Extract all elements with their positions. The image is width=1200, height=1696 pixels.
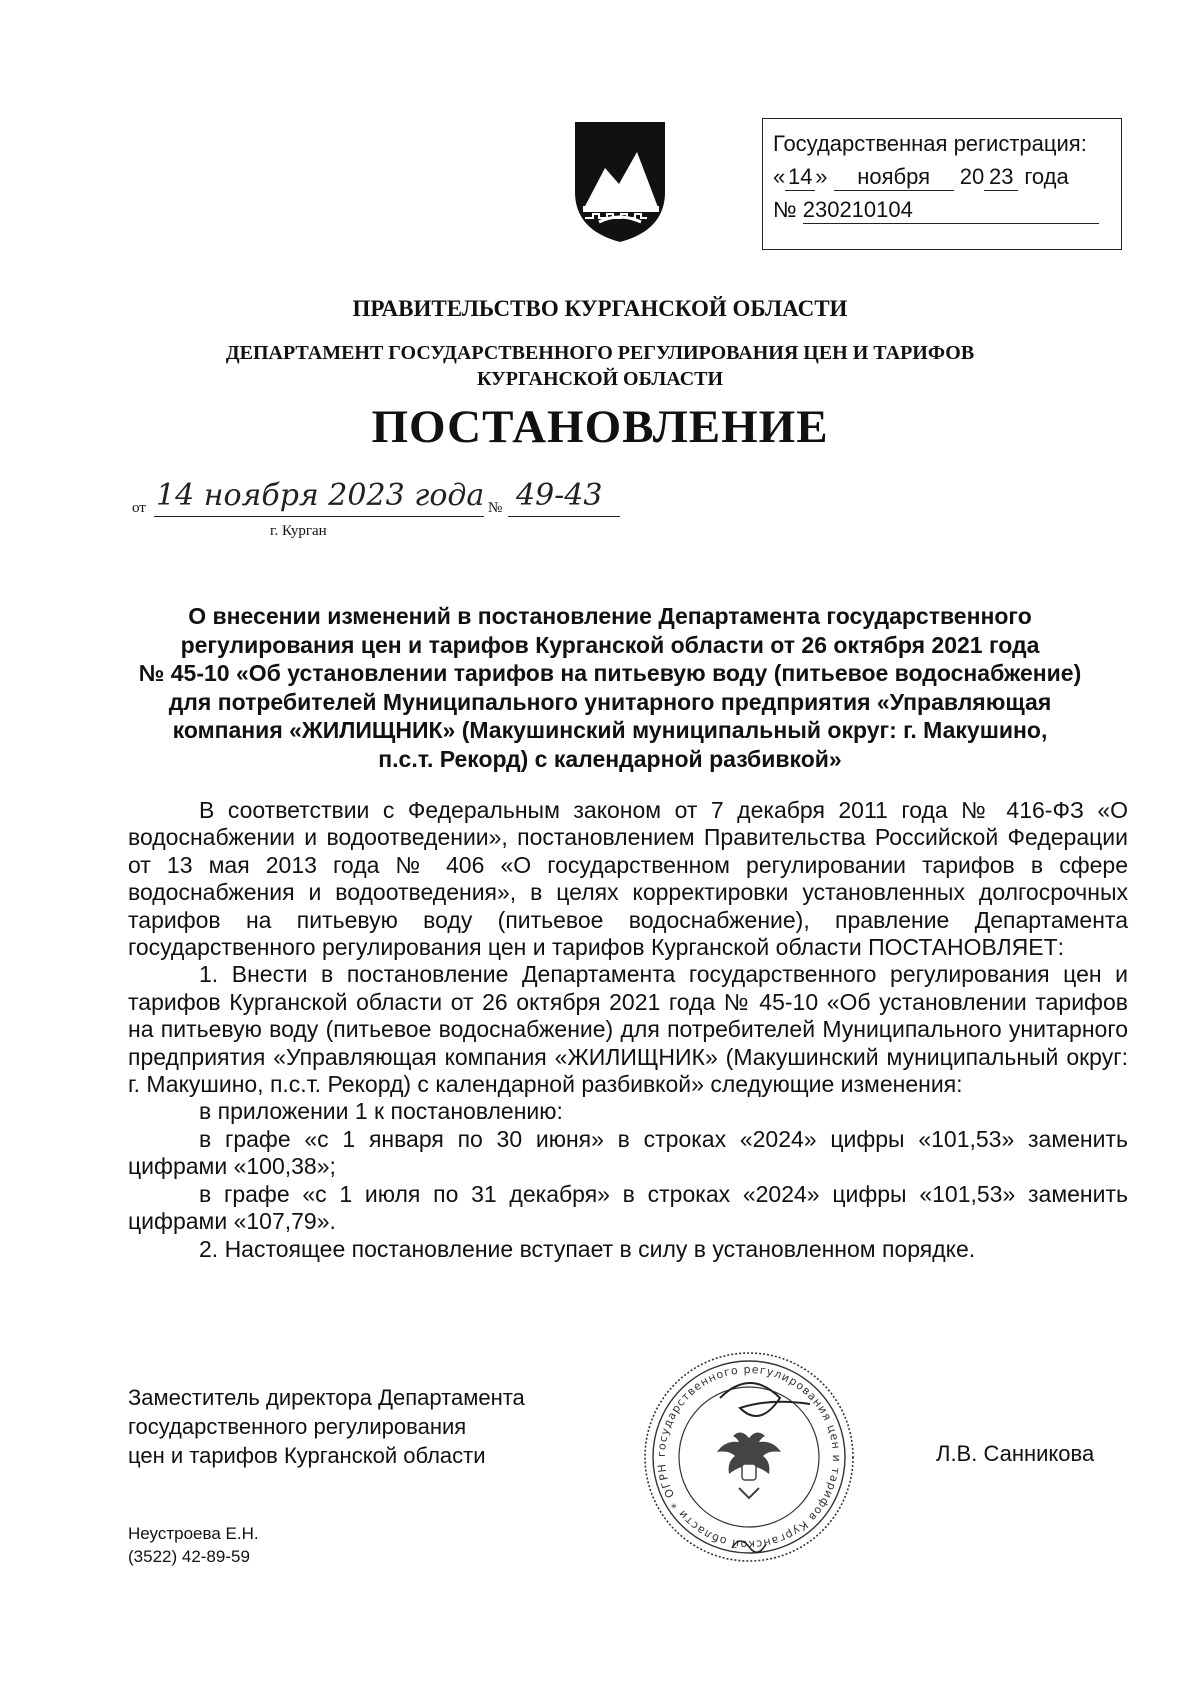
body-appendix: в приложении 1 к постановлению: [199,1098,563,1125]
signer-position-line3: цен и тарифов Курганской области [128,1443,486,1468]
decree-number-underline [508,516,620,517]
body-preamble: В соответствии с Федеральным законом от 7 декабря 2011 года № 416-ФЗ «О водоснабжении и водоотведении», постановлением Правительства Российской Федерации от 13 мая 2013 года № 406 «О государственном регулировании тарифов в сфере водоснабжения и водоотведения», в целях корректировки установленных долгосрочных тарифов на питьевую воду (питьевое водоснабжение), правление Департамента государственного регулирования цен и тарифов Курганской области ПОСТАНОВЛЯЕТ: [128,797,1128,961]
executor-info [128,1522,259,1568]
registration-number-row [773,193,1111,226]
registration-year-suffix: 23 [984,164,1018,191]
registration-month: ноября [834,164,954,191]
signer-position [128,1383,525,1470]
signer-position-line1: Заместитель директора Департамента [128,1385,525,1410]
body-change-1: в графе «с 1 января по 30 июня» в строках «2024» цифры «101,53» заменить цифрами «100,38»; [128,1125,1128,1180]
registration-number: 230210104 [803,197,1099,224]
subject-line: компания «ЖИЛИЩНИК» (Макушинский муниципальный округ: г. Макушино, [172,717,1048,743]
registration-number-label: № [773,197,797,222]
registration-year-prefix: 20 [959,164,985,189]
decree-body [128,797,1128,1263]
subject-line: О внесении изменений в постановление Департамента государственного [188,603,1032,629]
department-title-line2: КУРГАНСКОЙ ОБЛАСТИ [476,368,724,390]
seal-text: государственного регулирования цен и тарифов Курганской области * ОГРН [654,1362,844,1552]
department-title [0,340,1200,392]
registration-title: Государственная регистрация: [773,131,1087,156]
executor-phone: (3522) 42-89-59 [128,1547,250,1566]
subject-line: № 45-10 «Об установлении тарифов на питьевую воду (питьевое водоснабжение) [138,660,1082,686]
decree-number-handwritten: 49-43 [516,478,603,513]
body-change-2: в графе «с 1 июля по 31 декабря» в строках «2024» цифры «101,53» заменить цифрами «107,79». [128,1180,1128,1235]
decree-date-underline [154,516,484,517]
decree-date-number [132,478,652,548]
subject-line: п.с.т. Рекорд) с календарной разбивкой» [378,745,842,772]
registration-day: 14 [785,164,815,191]
decree-date-handwritten: 14 ноября 2023 года [156,478,485,513]
body-item-1: 1. Внести в постановление Департамента государственного регулирования цен и тарифов Курганской области от 26 октября 2021 года № 45-10 «Об установлении тарифов на питьевую воду (питьевое водоснабжение) для потребителей Муниципального унитарного предприятия «Управляющая компания «ЖИЛИЩНИК» (Макушинский муниципальный округ: г. Макушино, п.с.т. Рекорд) с календарной разбивкой» следующие изменения: [128,961,1128,1098]
subject-line: регулирования цен и тарифов Курганской области от 26 октября 2021 года [180,631,1040,658]
signer-position-line2: государственного регулирования [128,1414,467,1439]
decree-subject [110,602,1110,773]
department-title-line1: ДЕПАРТАМЕНТ ГОСУДАРСТВЕННОГО РЕГУЛИРОВАНИЯ ЦЕН И ТАРИФОВ [225,342,975,364]
registration-year-word: года [1024,164,1069,189]
registration-box [762,118,1122,250]
official-seal [640,1348,858,1566]
coat-of-arms-emblem [569,118,671,246]
registration-date: « 14 » ноября 20 23 года [773,164,1069,189]
subject-line: для потребителей Муниципального унитарного предприятия «Управляющая [168,688,1052,715]
executor-name: Неустроева Е.Н. [128,1524,259,1543]
document-type-title: ПОСТАНОВЛЕНИЕ [371,401,829,453]
decree-number-label: № [488,500,503,516]
signer-name: Л.В. Санникова [936,1441,1095,1466]
decree-city: г. Курган [270,523,327,539]
body-item-2: 2. Настоящее постановление вступает в силу в установленном порядке. [199,1235,976,1262]
decree-from-label: от [132,500,146,516]
government-title: ПРАВИТЕЛЬСТВО КУРГАНСКОЙ ОБЛАСТИ [352,296,848,321]
